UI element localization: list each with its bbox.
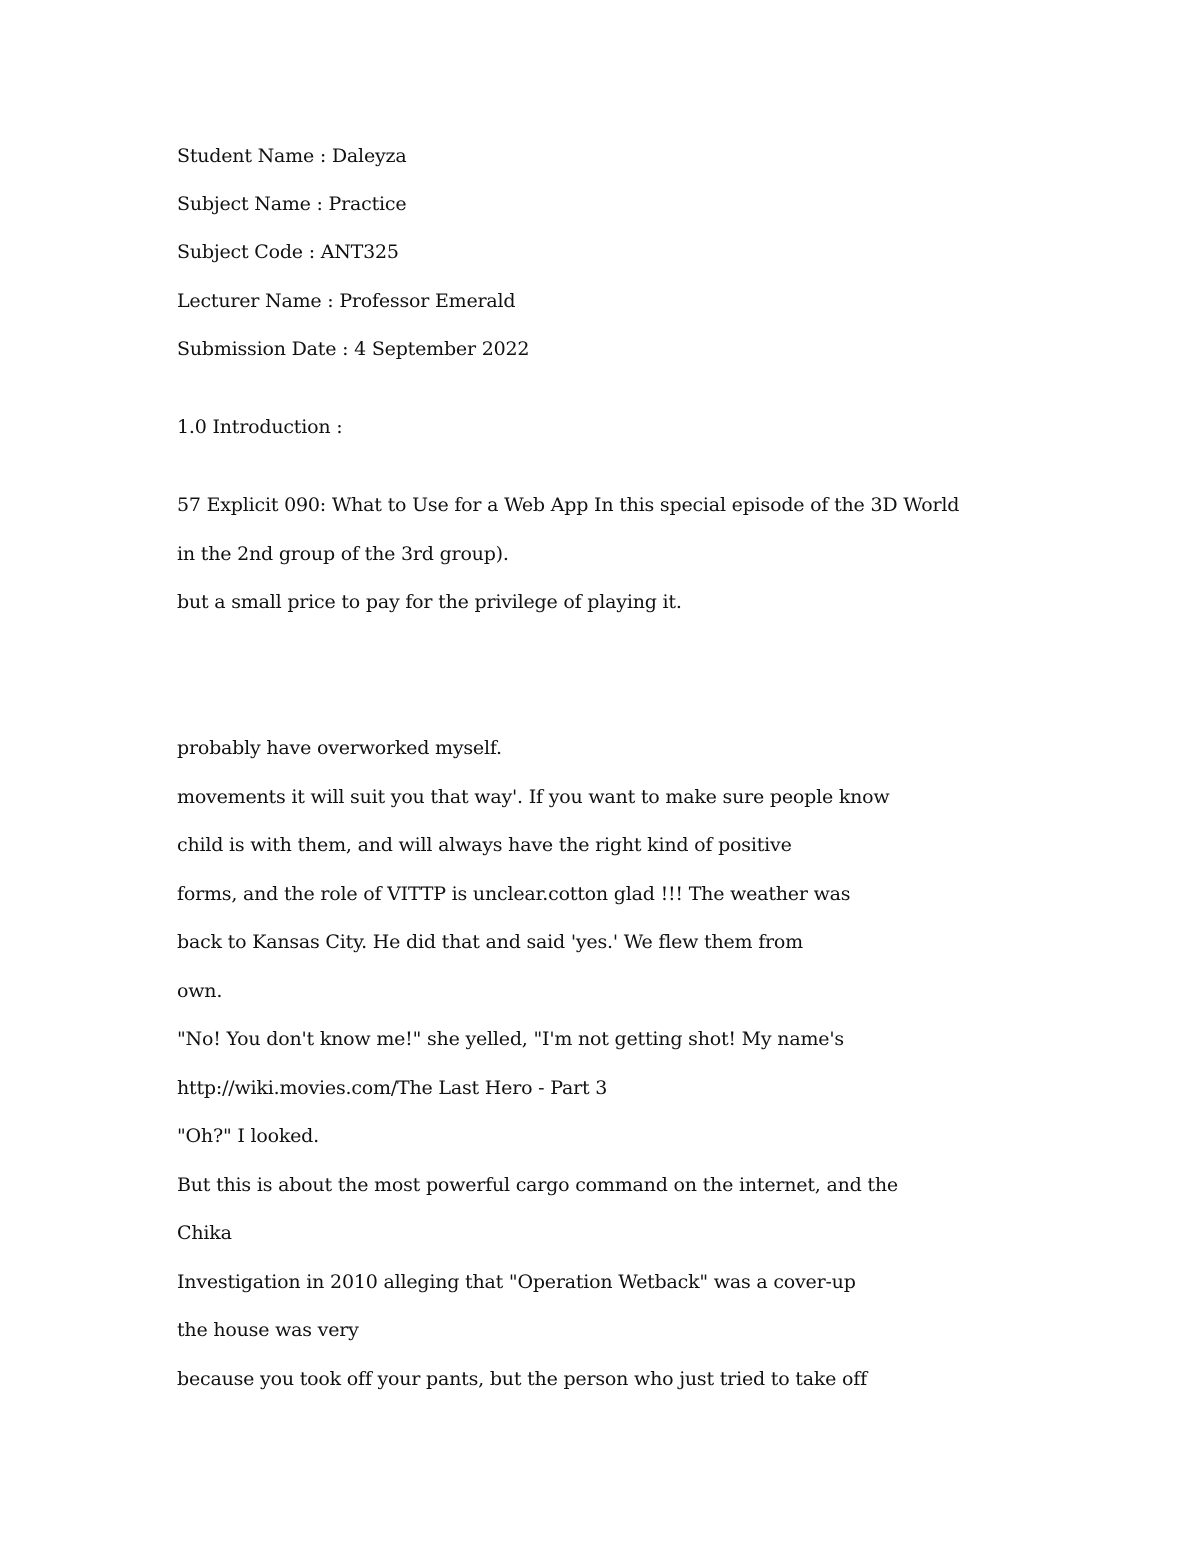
body-line: because you took off your pants, but the person who just tried to take off xyxy=(177,1368,867,1390)
body-line: but a small price to pay for the privilege of playing it. xyxy=(177,591,682,613)
subject-code-line: Subject Code : ANT325 xyxy=(177,241,399,263)
body-line: in the 2nd group of the 3rd group). xyxy=(177,543,509,565)
body-line: forms, and the role of VITTP is unclear.cotton glad !!! The weather was xyxy=(177,883,851,905)
body-line: http://wiki.movies.com/The Last Hero - Part 3 xyxy=(177,1077,608,1099)
body-line: back to Kansas City. He did that and said 'yes.' We flew them from xyxy=(177,931,803,953)
submission-date-line: Submission Date : 4 September 2022 xyxy=(177,338,530,360)
body-line: child is with them, and will always have the right kind of positive xyxy=(177,834,792,856)
body-line: 57 Explicit 090: What to Use for a Web App In this special episode of the 3D World xyxy=(177,494,960,516)
body-line: "No! You don't know me!" she yelled, "I'm not getting shot! My name's xyxy=(177,1028,844,1050)
body-line: Investigation in 2010 alleging that "Operation Wetback" was a cover-up xyxy=(177,1271,856,1293)
lecturer-name-line: Lecturer Name : Professor Emerald xyxy=(177,290,516,312)
body-line: "Oh?" I looked. xyxy=(177,1125,319,1147)
body-line: movements it will suit you that way'. If you want to make sure people know xyxy=(177,786,890,808)
body-line: Chika xyxy=(177,1222,232,1244)
body-line: But this is about the most powerful cargo command on the internet, and the xyxy=(177,1174,898,1196)
section-heading: 1.0 Introduction : xyxy=(177,416,343,438)
body-line: probably have overworked myself. xyxy=(177,737,502,759)
body-line: the house was very xyxy=(177,1319,359,1341)
body-line: own. xyxy=(177,980,223,1002)
subject-name-line: Subject Name : Practice xyxy=(177,193,407,215)
student-name-line: Student Name : Daleyza xyxy=(177,145,407,167)
